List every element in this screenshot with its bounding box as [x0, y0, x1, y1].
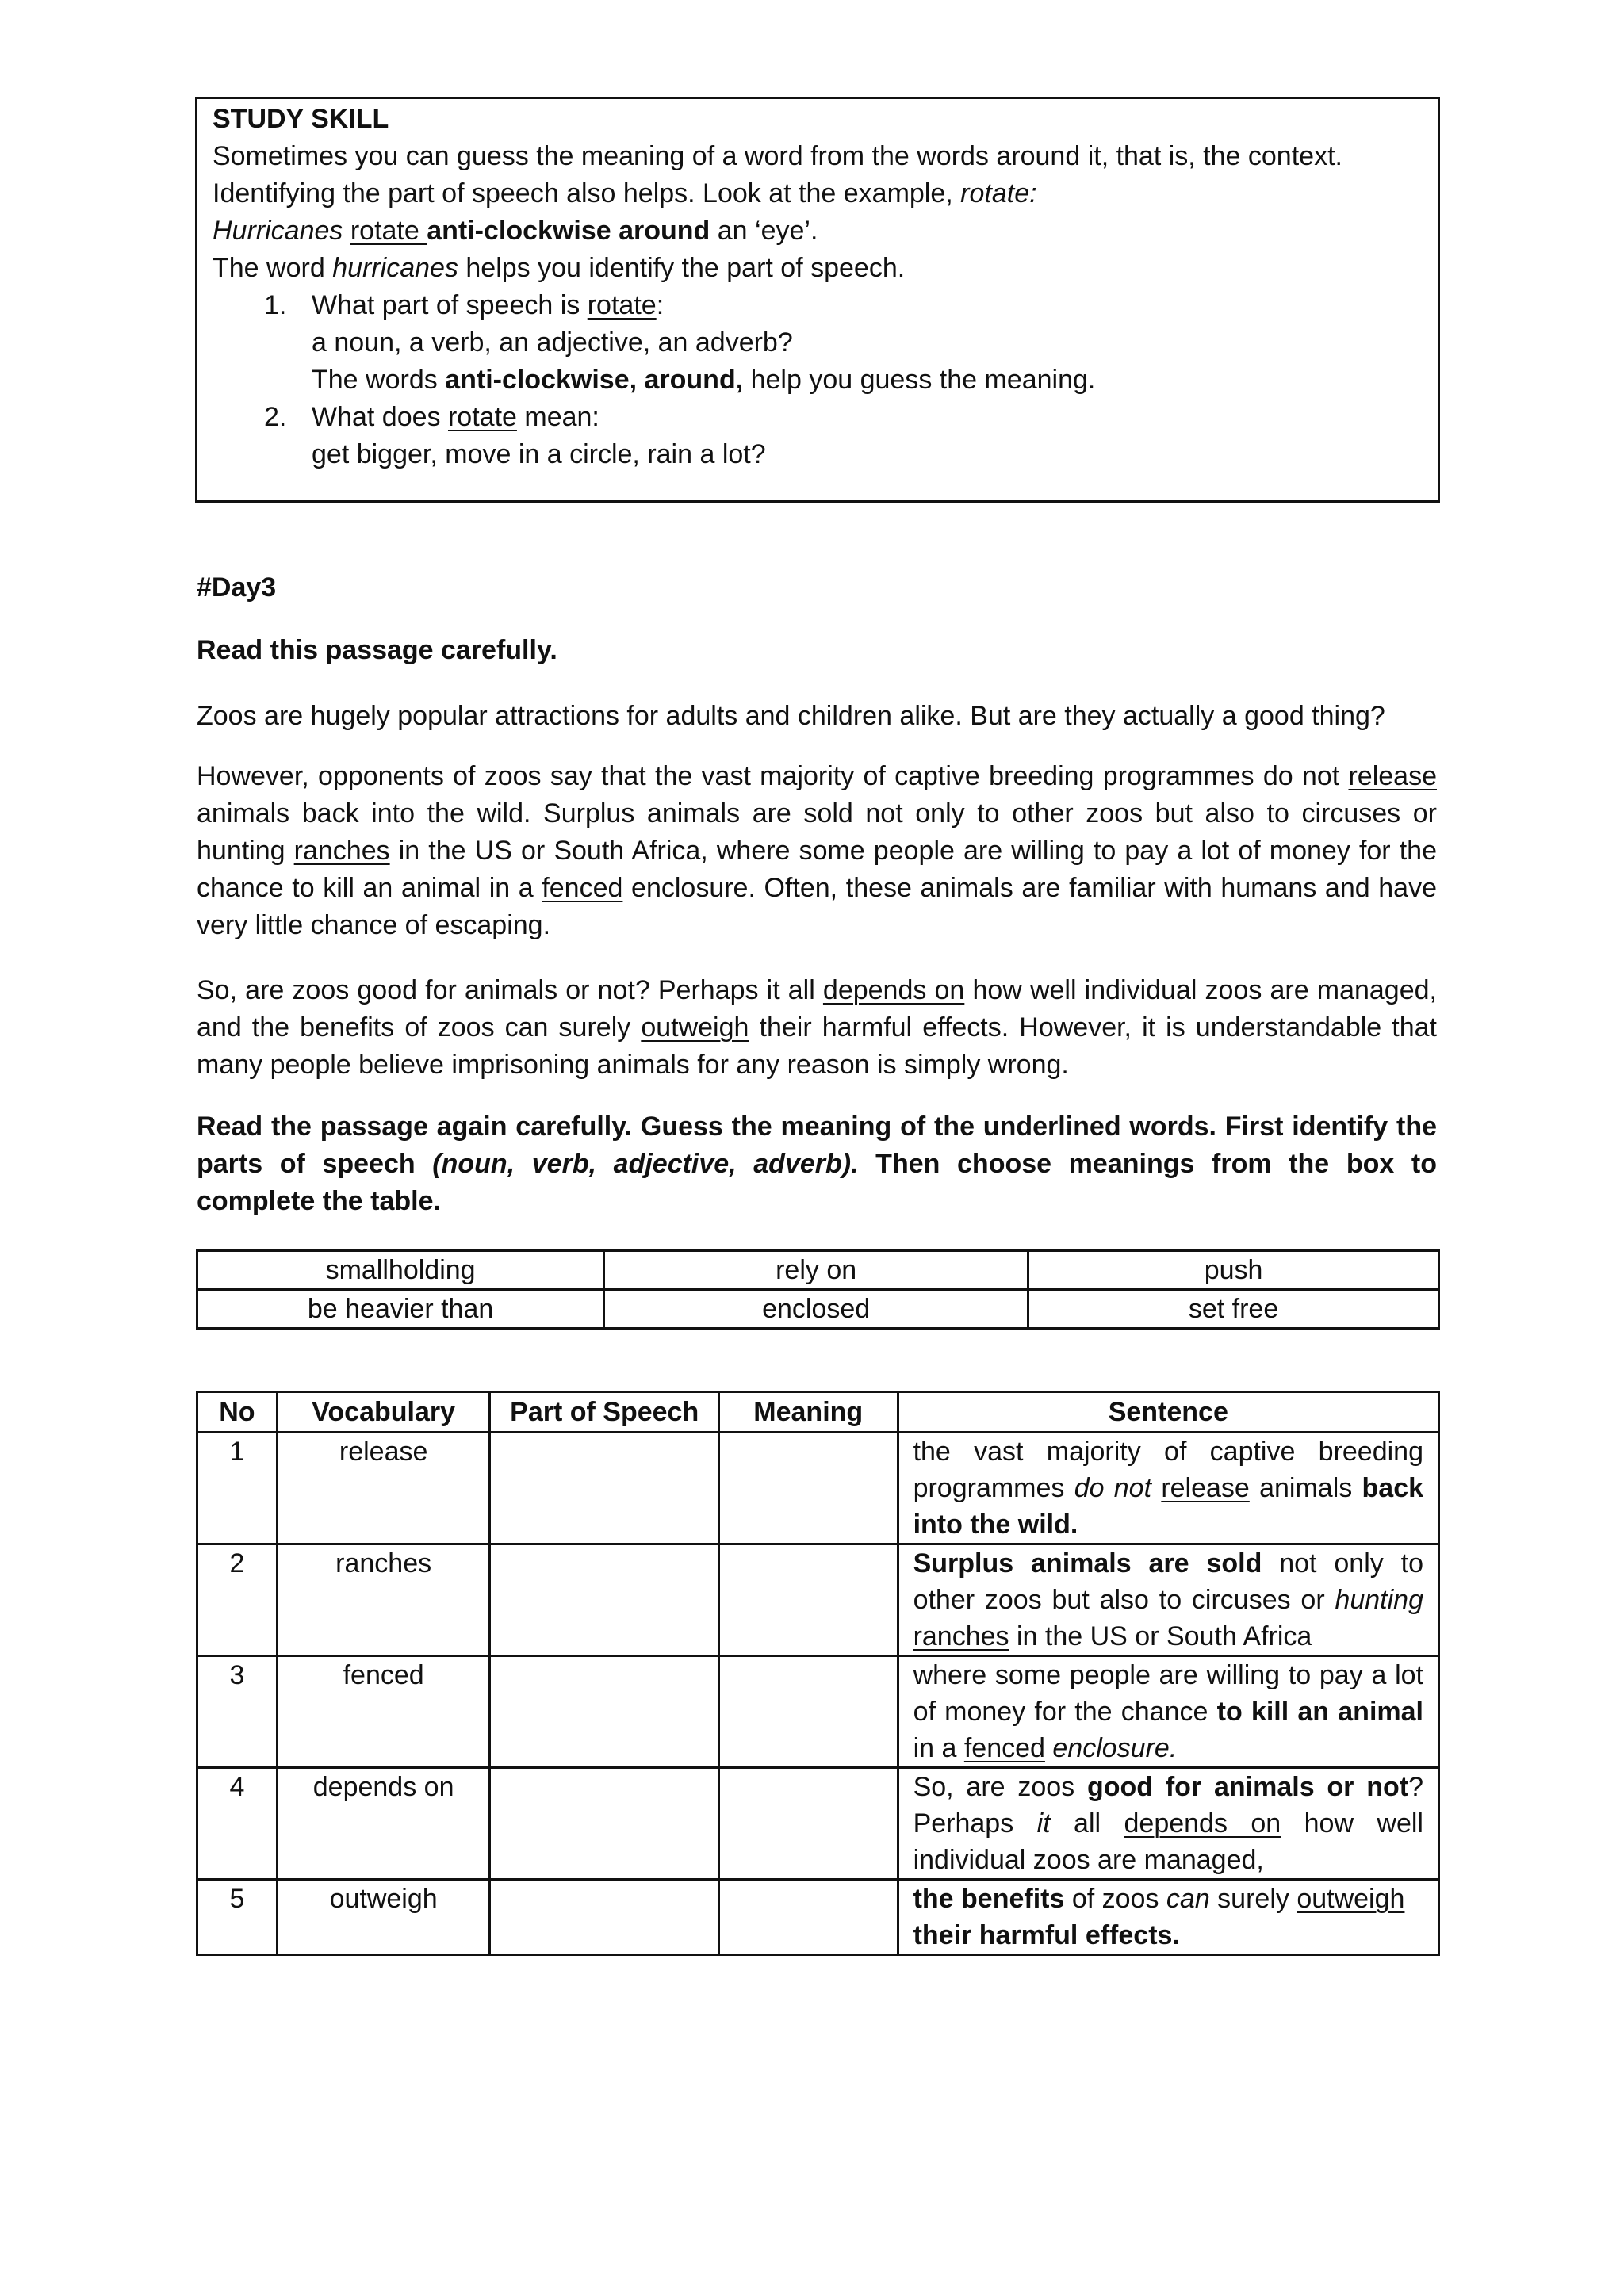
row-number: 5: [197, 1880, 278, 1955]
word-box-cell: rely on: [604, 1251, 1028, 1290]
row-vocabulary: outweigh: [277, 1880, 490, 1955]
table-row: [197, 1880, 1439, 1955]
underlined-word-release: release: [1348, 761, 1437, 791]
day-heading: #Day3: [197, 572, 277, 603]
study-skill-box: [195, 97, 1440, 503]
vocabulary-table: [196, 1391, 1440, 1956]
table-row: [197, 1656, 1439, 1768]
underlined-word-depends-on: depends on: [822, 975, 965, 1005]
row-sentence: Surplus animals are sold not only to other zoos but also to circuses or hunting ranches in the US or South Africa: [898, 1544, 1438, 1656]
word-box-cell: be heavier than: [197, 1290, 604, 1329]
header-part-of-speech: Part of Speech: [490, 1392, 718, 1433]
study-skill-line-1: Sometimes you can guess the meaning of a word from the words around it, that is, the context.: [213, 141, 1342, 171]
study-question-2: 2. What does rotate mean:: [264, 402, 599, 432]
study-question-1-options: a noun, a verb, an adjective, an adverb?: [312, 327, 793, 358]
row-vocabulary: fenced: [277, 1656, 490, 1768]
row-vocabulary: release: [277, 1433, 490, 1544]
header-no: No: [197, 1392, 278, 1433]
word-box-cell: smallholding: [197, 1251, 604, 1290]
meaning-word-box: [196, 1249, 1440, 1330]
row-number: 4: [197, 1768, 278, 1880]
row-number: 3: [197, 1656, 278, 1768]
header-vocabulary: Vocabulary: [277, 1392, 490, 1433]
part-of-speech-cell[interactable]: [490, 1768, 718, 1880]
word-box-row: [197, 1251, 1439, 1290]
passage-paragraph-1: Zoos are hugely popular attractions for adults and children alike. But are they actually a good thing?: [197, 701, 1385, 731]
word-box-cell: push: [1028, 1251, 1439, 1290]
study-question-2-options: get bigger, move in a circle, rain a lot?: [312, 439, 766, 469]
study-skill-line-4: The word hurricanes helps you identify the part of speech.: [213, 253, 906, 283]
row-sentence: the vast majority of captive breeding programmes do not release animals back into the wild.: [898, 1433, 1438, 1544]
task-instructions: Read the passage again carefully. Guess the meaning of the underlined words. First identify the parts of speech (noun, verb, adjective, adverb). Then choose meanings from the box to complete the table.: [197, 1112, 1437, 1216]
study-skill-line-2: Identifying the part of speech also helps. Look at the example, rotate:: [213, 178, 1037, 209]
passage-paragraph-3: So, are zoos good for animals or not? Perhaps it all depends on how well individual zoos are managed, and the benefits of zoos can surely outweigh their harmful effects. However, it is understandable that many people believe imprisoning animals for any reason is simply wrong.: [197, 975, 1437, 1080]
row-vocabulary: ranches: [277, 1544, 490, 1656]
word-box-cell: enclosed: [604, 1290, 1028, 1329]
underlined-word-ranches: ranches: [293, 836, 390, 866]
row-vocabulary: depends on: [277, 1768, 490, 1880]
meaning-cell[interactable]: [718, 1880, 898, 1955]
meaning-cell[interactable]: [718, 1656, 898, 1768]
table-header-row: [197, 1392, 1439, 1433]
meaning-cell[interactable]: [718, 1433, 898, 1544]
table-row: [197, 1544, 1439, 1656]
meaning-cell[interactable]: [718, 1544, 898, 1656]
study-skill-title: STUDY SKILL: [213, 104, 389, 134]
row-sentence: So, are zoos good for animals or not? Perhaps it all depends on how well individual zoos are managed,: [898, 1768, 1438, 1880]
part-of-speech-cell[interactable]: [490, 1656, 718, 1768]
header-sentence: Sentence: [898, 1392, 1438, 1433]
row-number: 2: [197, 1544, 278, 1656]
meaning-cell[interactable]: [718, 1768, 898, 1880]
read-heading: Read this passage carefully.: [197, 635, 557, 665]
row-sentence: where some people are willing to pay a lot of money for the chance to kill an animal in a fenced enclosure.: [898, 1656, 1438, 1768]
table-row: [197, 1433, 1439, 1544]
part-of-speech-cell[interactable]: [490, 1433, 718, 1544]
underlined-word-outweigh: outweigh: [641, 1012, 749, 1043]
part-of-speech-cell[interactable]: [490, 1544, 718, 1656]
word-box-row: [197, 1290, 1439, 1329]
word-box-cell: set free: [1028, 1290, 1439, 1329]
study-question-1: 1. What part of speech is rotate:: [264, 290, 665, 320]
header-meaning: Meaning: [718, 1392, 898, 1433]
row-sentence: the benefits of zoos can surely outweigh their harmful effects.: [898, 1880, 1438, 1955]
study-question-1-hint: The words anti-clockwise, around, help you guess the meaning.: [312, 365, 1096, 395]
passage-paragraph-2: However, opponents of zoos say that the vast majority of captive breeding programmes do not release animals back into the wild. Surplus animals are sold not only to other zoos but also to circuses or hunting ranches in the US or South Africa, where some people are willing to pay a lot of money for the chance to kill an animal in a fenced enclosure. Often, these animals are familiar with humans and have very little chance of escaping.: [197, 761, 1437, 940]
study-skill-example: Hurricanes rotate anti-clockwise around an ‘eye’.: [213, 216, 818, 246]
table-row: [197, 1768, 1439, 1880]
underlined-word-fenced: fenced: [542, 873, 623, 903]
row-number: 1: [197, 1433, 278, 1544]
part-of-speech-cell[interactable]: [490, 1880, 718, 1955]
